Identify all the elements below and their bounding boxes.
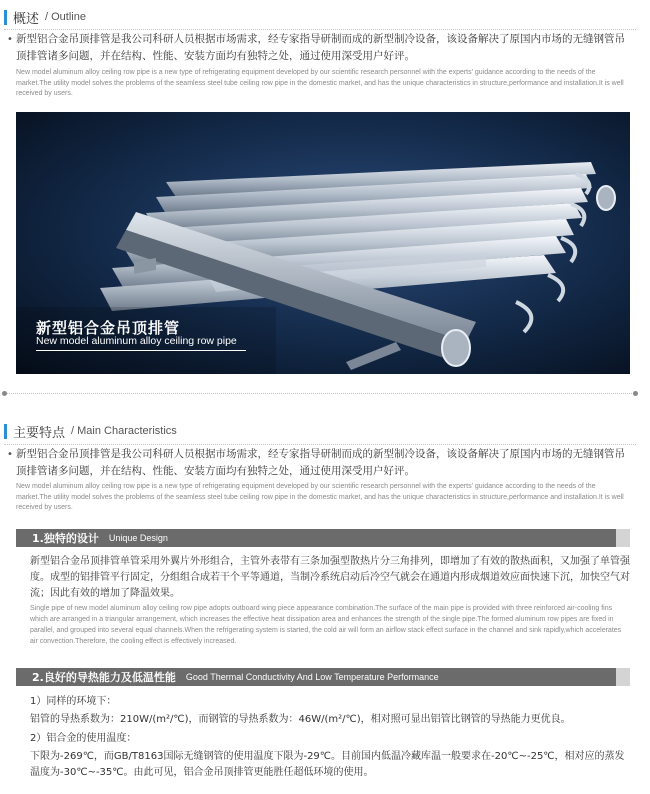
bullet-icon: • [7,449,13,460]
features-text-zh-content: 新型铝合金吊顶排管是我公司科研人员根据市场需求，经专家指导研制而成的新型制冷设备，该设备解决了原国内市场的无缝钢管吊顶排管诸多问题，并在结构、性能、安装方面均有独特之处，通过使用深受用户好评。 [16,448,625,477]
thermal-title-en: Good Thermal Conductivity And Low Temperature Performance [185,672,439,682]
heading-accent-bar [4,10,7,25]
features-divider [4,444,636,445]
thermal-item2-text: 下限为-269℃，而GB/T8163国际无缝钢管的使用温度下限为-29℃。目前国内低温冷藏库温一般要求在-20℃~-25℃，相对应的蒸发温度为-30℃~-35℃。由此可见，铝合金吊顶排管更能胜任超低环境的使用。 [30,751,625,778]
thermal-title-zh: 2.良好的导热能力及低温性能 [32,671,176,684]
overview-heading [4,7,86,27]
bullet-icon: • [7,34,13,45]
thermal-item2-label: 2）铝合金的使用温度： [30,733,137,744]
thermal-item1-label: 1）同样的环境下： [30,696,117,707]
bar-endcap [616,668,630,686]
unique-design-title-en: Unique Design [108,533,168,543]
features-heading [4,421,177,441]
overview-text-zh [7,31,631,65]
overview-title-en: / Outline [45,11,86,23]
overview-text-zh-content: 新型铝合金吊顶排管是我公司科研人员根据市场需求，经专家指导研制而成的新型制冷设备，该设备解决了原国内市场的无缝钢管吊顶排管诸多问题，并在结构、性能、安装方面均有独特之处，通过使用深受用户好评。 [16,33,625,62]
divider-dot-left [2,391,7,396]
section-divider [4,393,636,394]
unique-design-bar [16,529,630,547]
unique-design-text-en: Single pipe of new model aluminum alloy ceiling row pipe adopts outboard wing piece appearance combination.The surface of the main pipe is provided with three reinforced air-cooling fins which are arranged in a triangular arrangement, which increases the effective heat dissipation area and enhances the strength of the single pipe.The formed aluminum row pipes are fixed in parallel, and grouped into several equal channels.When the refrigerating system is started, the cold air will form an airflow stack effect surface in the channel and sink rapidly,which accelerates air convection.Therefore, the cooling effect is effectively increased. [30,605,622,645]
photo-caption-zh: 新型铝合金吊顶排管 [36,319,181,337]
caption-underline [36,350,246,351]
bar-endcap [616,529,630,547]
unique-design-text-zh: 新型铝合金吊顶排管单管采用外翼片外形组合，主管外表带有三条加强型散热片分三角排列，即增加了有效的散热面积，又加强了单管强度。成型的铝排管平行固定，分组组合成若干个平等通道，当制冷系统启动后冷空气就会在通道内形成烟道效应面快速下沉，加快空气对流；因此有效的增加了降温效果。 [30,556,630,599]
features-text-zh [7,446,631,480]
unique-design-title-zh: 1.独特的设计 [32,532,99,545]
heading-accent-bar [4,424,7,439]
overview-text-en: New model aluminum alloy ceiling row pipe is a new type of refrigerating equipment developed by our scientific research personnel with the experts' guidance according to the needs of the market.The utility model solves the problems of the seamless steel tube ceiling row pipe in the domestic market, and has the unique characteristics in structure,performance and installation.It is well received by users. [16,69,624,97]
thermal-bar [16,668,630,686]
features-text-en: New model aluminum alloy ceiling row pipe is a new type of refrigerating equipment developed by our scientific research personnel with the experts' guidance according to the needs of the market.The utility model solves the problems of the seamless steel tube ceiling row pipe in the domestic market, and has the unique characteristics in structure,performance and installation.It is well received by users. [16,483,624,511]
thermal-item1-text: 铝管的导热系数为：210W/(m²/℃)，而钢管的导热系数为：46W/(m²/℃)，相对照可显出铝管比钢管的导热能力更优良。 [30,714,571,725]
features-title-en: / Main Characteristics [71,425,177,437]
photo-caption-en: New model aluminum alloy ceiling row pipe [36,335,237,347]
overview-title-zh: 概述 [13,11,40,27]
features-title-zh: 主要特点 [13,425,66,441]
overview-divider [4,29,636,30]
divider-dot-right [633,391,638,396]
